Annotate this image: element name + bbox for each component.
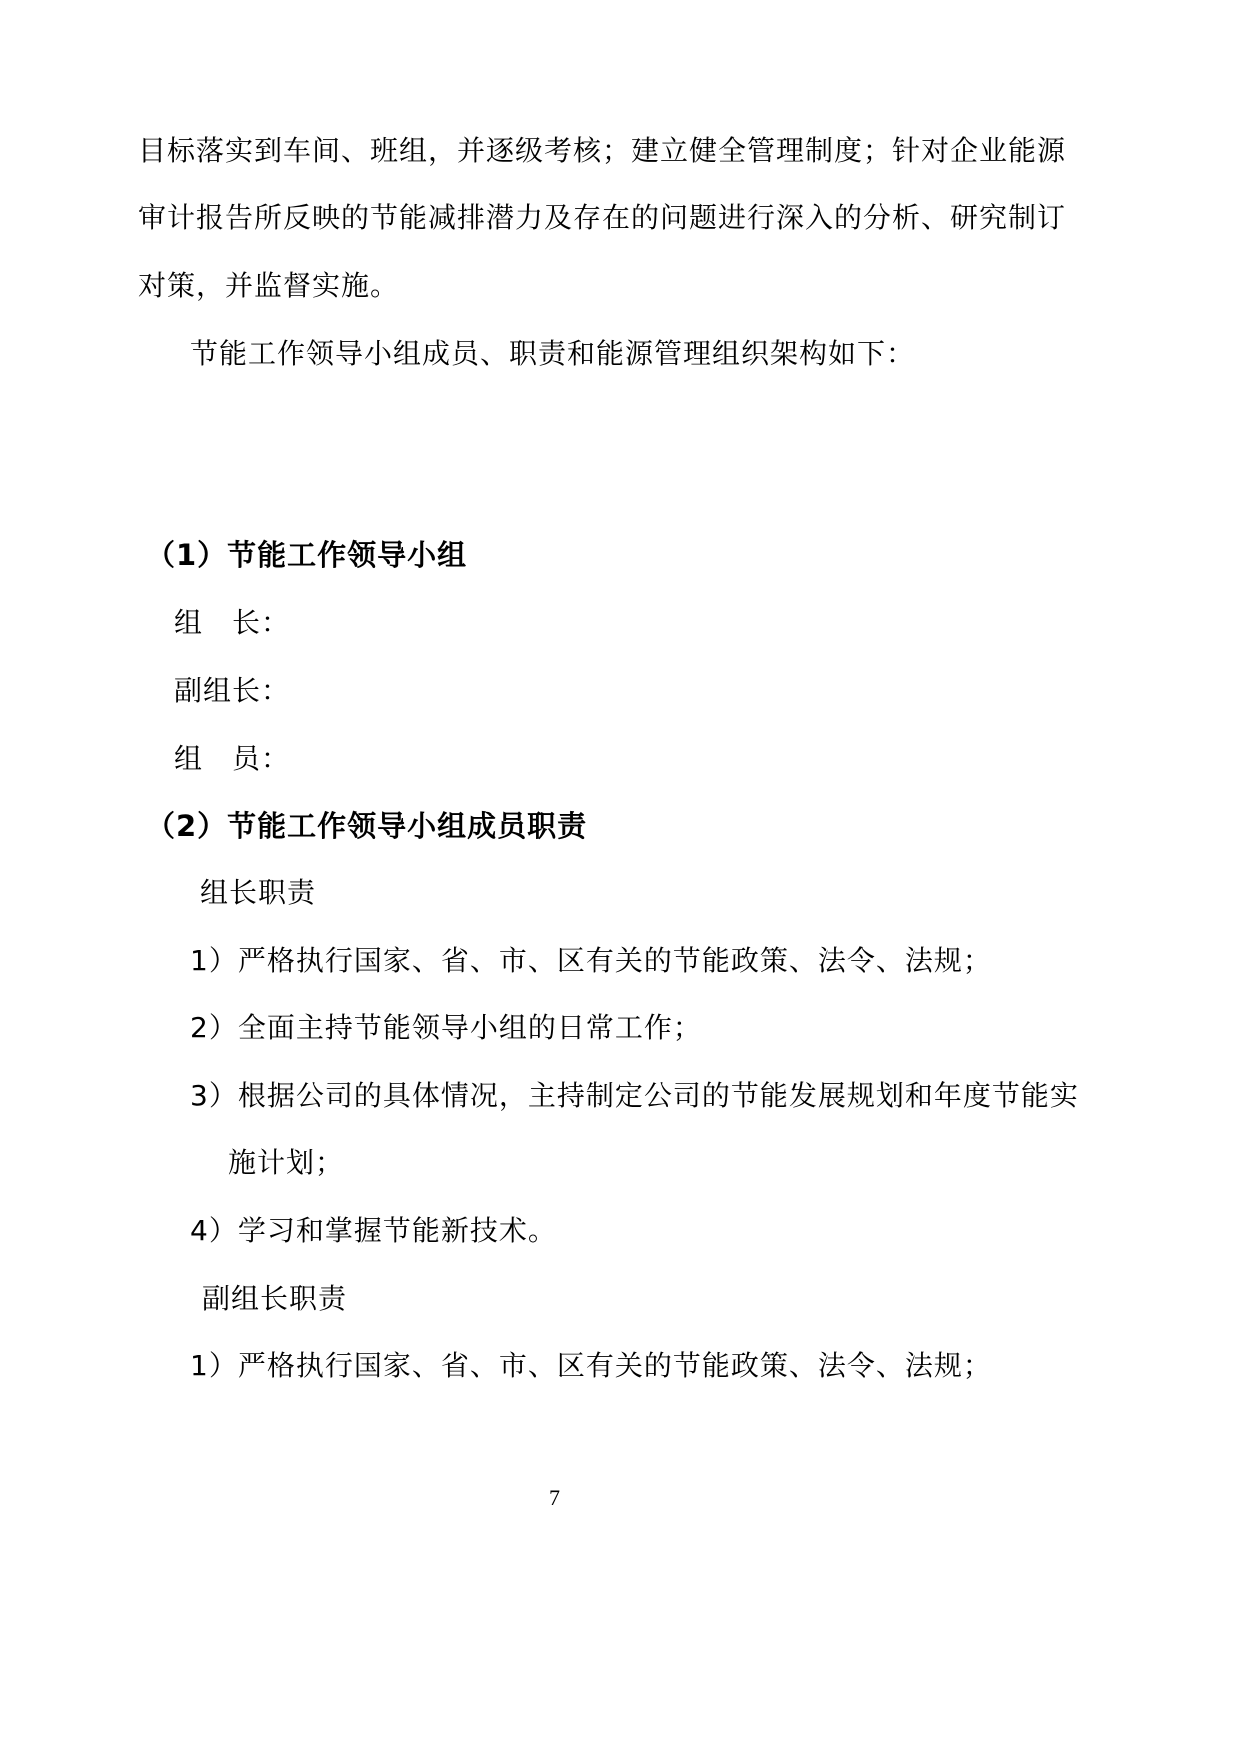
deputy-leader-label: 副组长： <box>174 674 291 707</box>
body-text-line: 目标落实到车间、班组，并逐级考核；建立健全管理制度；针对企业能源 <box>138 134 1067 167</box>
body-text-line: 对策，并监督实施。 <box>138 269 400 302</box>
deputy-duties-title: 副组长职责 <box>202 1282 348 1315</box>
section-heading-1: （1）节能工作领导小组 <box>146 538 468 572</box>
section-heading-2: （2）节能工作领导小组成员职责 <box>146 809 588 843</box>
list-item: 4）学习和掌握节能新技术。 <box>190 1214 557 1247</box>
list-item-continuation: 施计划； <box>228 1146 345 1179</box>
list-item: 3）根据公司的具体情况，主持制定公司的节能发展规划和年度节能实 <box>190 1079 1079 1112</box>
list-item: 2）全面主持节能领导小组的日常工作； <box>190 1011 702 1044</box>
leader-label: 组 长： <box>174 606 291 639</box>
members-label: 组 员： <box>174 742 291 775</box>
intro-paragraph: 节能工作领导小组成员、职责和能源管理组织架构如下： <box>190 337 916 370</box>
list-item: 1）严格执行国家、省、市、区有关的节能政策、法令、法规； <box>190 1349 992 1382</box>
page-number: 7 <box>549 1485 560 1510</box>
leader-duties-title: 组长职责 <box>200 876 317 909</box>
body-text-line: 审计报告所反映的节能减排潜力及存在的问题进行深入的分析、研究制订 <box>138 201 1067 234</box>
list-item: 1）严格执行国家、省、市、区有关的节能政策、法令、法规； <box>190 944 992 977</box>
